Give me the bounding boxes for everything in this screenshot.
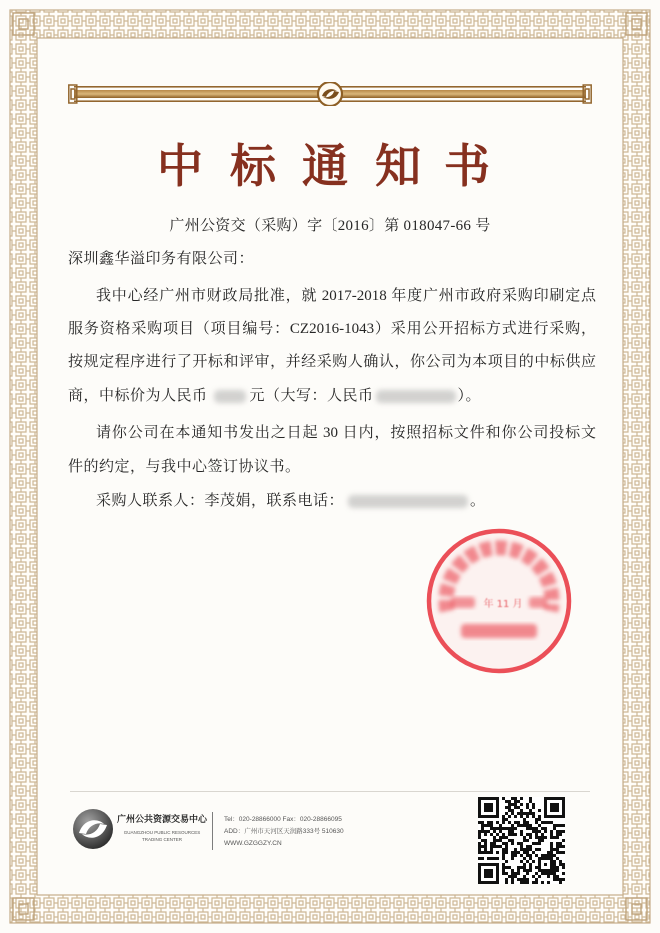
contact-line-end: 。	[470, 493, 486, 509]
footer-contact-block	[224, 813, 344, 849]
bid-price-words-prefix: 元（大写：人民币	[249, 388, 374, 404]
trading-center-emblem-icon	[318, 82, 342, 106]
seal-day-blurred	[529, 597, 547, 608]
seal-date-fragment: 年 11 月	[483, 599, 523, 610]
trading-center-logo-icon	[71, 807, 115, 851]
redacted-bid-amount-words	[376, 390, 456, 403]
bar-end-left	[69, 85, 77, 103]
body-line-5: 请你公司在本通知书发出之日起 30 日内，按照招标文件和你公司投标文	[96, 425, 596, 441]
footer-website: WWW.GZGGZY.CN	[224, 839, 282, 847]
contact-person-label: 采购人联系人：李茂娟，联系电话：	[96, 493, 345, 509]
footer-org-name-en-line1: GUANGZHOU PUBLIC RESOURCES	[123, 830, 201, 835]
body-line-1: 我中心经广州市财政局批准，就 2017-2018 年度广州市政府采购印刷定点	[96, 288, 596, 304]
redacted-phone-number	[348, 495, 468, 508]
body-line-4	[68, 386, 596, 406]
footer-org-name-cn: 广州公共资源交易中心	[117, 815, 208, 825]
body-line-6: 件的约定，与我中心签订协议书。	[68, 459, 301, 475]
title-char-5: 书	[444, 139, 490, 193]
redacted-bid-amount	[214, 390, 246, 403]
body-line-3: 按规定程序进行了开标和评审，并经采购人确认，你公司为本项目的中标供应	[68, 354, 596, 370]
title-char-2: 标	[230, 139, 276, 193]
bar-end-right	[583, 85, 591, 103]
recipient-line: 深圳鑫华溢印务有限公司：	[68, 251, 255, 267]
contact-line	[96, 491, 596, 511]
title-char-1: 中	[157, 139, 203, 193]
title-char-4: 知	[375, 139, 421, 193]
bid-price-prefix: 商，中标价为人民币	[68, 388, 208, 404]
qr-code-icon	[478, 797, 565, 884]
official-seal	[425, 527, 573, 675]
footer-org-name-en	[122, 829, 202, 843]
document-number: 广州公资交（采购）字〔2016〕第 018047-66 号	[169, 218, 491, 234]
footer-rule	[70, 791, 590, 792]
seal-bottom-text-blurred	[461, 624, 537, 638]
footer-address: ADD：广州市天河区天润路333号 510630	[224, 827, 344, 835]
footer-tel-fax: Tel：020-28866000 Fax：020-28866095	[224, 815, 342, 823]
footer-divider	[212, 812, 213, 850]
footer-org-name-en-line2: TRADING CENTER	[141, 837, 182, 842]
bid-price-suffix: ）。	[457, 388, 482, 404]
seal-year-blurred	[451, 597, 475, 608]
title-char-3: 通	[302, 139, 348, 193]
body-line-2: 服务资格采购项目（项目编号：CZ2016-1043）采用公开招标方式进行采购，	[68, 321, 596, 337]
header-decorative-bar	[68, 82, 592, 106]
